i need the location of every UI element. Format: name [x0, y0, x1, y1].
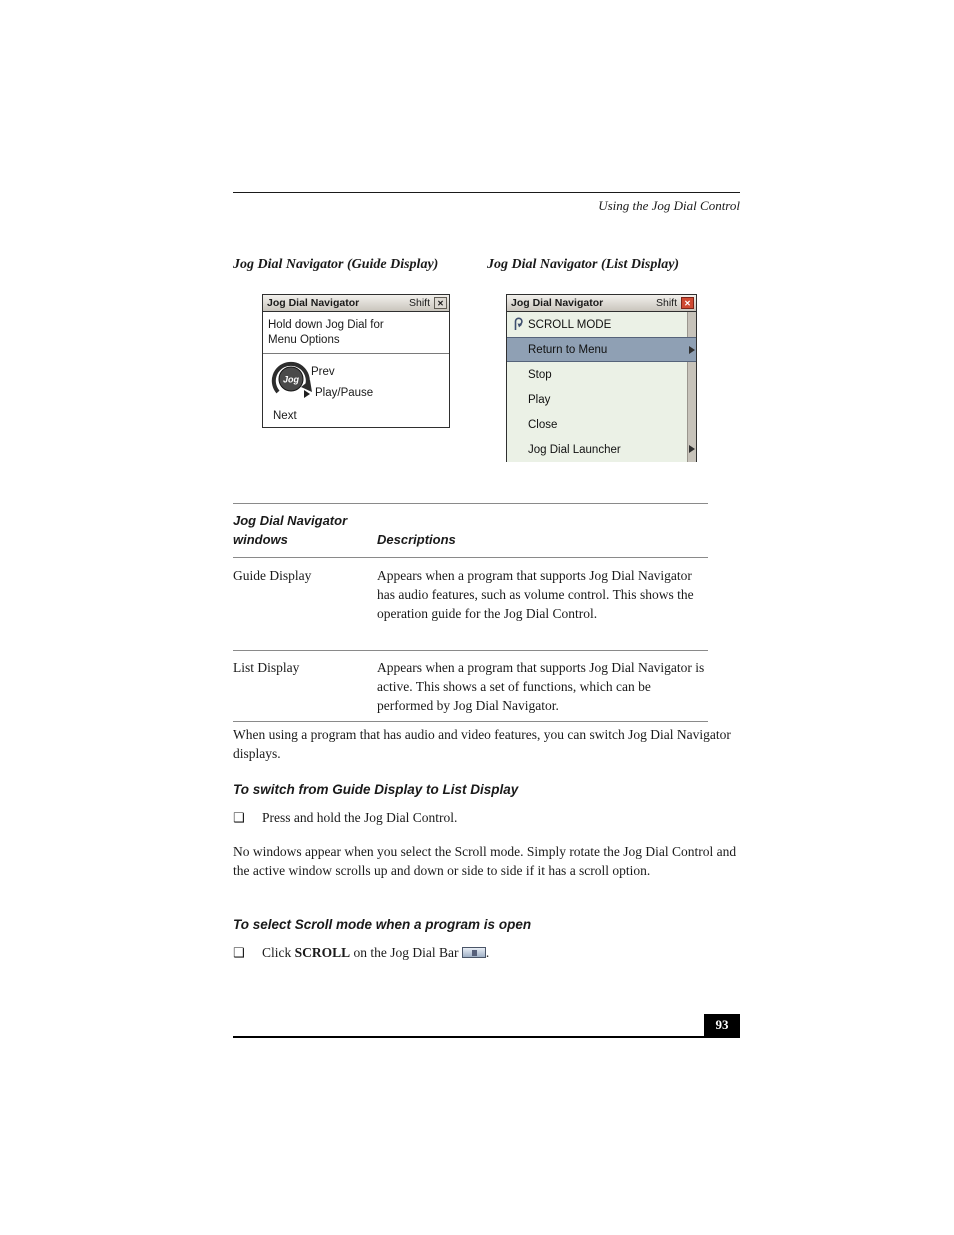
step-press-hold-text: Press and hold the Jog Dial Control. [262, 810, 458, 825]
list-item-label: SCROLL MODE [528, 318, 612, 331]
table-col1-header [233, 511, 373, 549]
guide-display-window [262, 294, 450, 428]
list-item-label: Play [528, 393, 551, 406]
caption-guide-display: Jog Dial Navigator (Guide Display) [233, 257, 439, 272]
step-text-mid: on the Jog Dial Bar [350, 945, 462, 960]
list-item-jog-dial-launcher [507, 437, 696, 462]
table-row1-description: Appears when a program that supports Jog Dial Navigator has audio features, such as volume control. This shows the operation guide for the Jog Dial Control. [377, 568, 694, 621]
play-pause-arrow-icon [304, 390, 310, 398]
table-col2-header: Descriptions [377, 532, 456, 547]
submenu-arrow-icon [689, 346, 695, 354]
list-window-body [507, 312, 696, 462]
running-header: Using the Jog Dial Control [598, 198, 740, 213]
guide-message [263, 312, 449, 354]
list-window-title: Jog Dial Navigator [511, 297, 604, 309]
list-item-label: Close [528, 418, 558, 431]
guide-play-pause-label: Play/Pause [315, 387, 374, 399]
list-item-play [507, 387, 696, 412]
guide-prev-label: Prev [311, 366, 335, 378]
table-rule-middle [233, 650, 708, 651]
caption-list-display: Jog Dial Navigator (List Display) [487, 257, 680, 272]
list-item-label: Jog Dial Launcher [528, 443, 621, 456]
bullet-icon: ❑ [233, 946, 245, 961]
table-row1-name: Guide Display [233, 568, 312, 583]
table-row2-name: List Display [233, 660, 300, 675]
step-text-post: . [485, 945, 490, 960]
header-rule [233, 192, 740, 193]
list-shift-label: Shift [655, 297, 677, 309]
bullet-icon: ❑ [233, 811, 245, 826]
table-col1-header-line1: Jog Dial Navigator [233, 513, 348, 528]
guide-window-body [263, 312, 449, 427]
list-item-stop [507, 362, 696, 387]
step-press-hold [0, 810, 954, 830]
list-item-label: Stop [528, 368, 552, 381]
step-click-scroll-text [262, 945, 489, 961]
submenu-arrow-icon [689, 445, 695, 453]
table-col1-header-line2: windows [233, 532, 288, 547]
list-item-return-to-menu [507, 337, 696, 362]
heading-select-scroll-mode: To select Scroll mode when a program is open [233, 917, 532, 932]
step-text-scroll: SCROLL [294, 945, 351, 960]
table-rule-bottom [233, 721, 708, 722]
table-row2-description: Appears when a program that supports Jog Dial Navigator is active. This shows a set of functions, which can be performed by Jog Dial Navigator. [377, 660, 705, 713]
guide-next-label: Next [273, 410, 297, 422]
table-rule-top [233, 503, 708, 504]
list-item-close [507, 412, 696, 437]
guide-shift-label: Shift [408, 297, 430, 309]
guide-message-line1: Hold down Jog Dial for [268, 319, 384, 331]
list-item-label: Return to Menu [528, 343, 608, 356]
table-rule-header [233, 557, 708, 558]
paragraph-switch-intro: When using a program that has audio and video features, you can switch Jog Dial Navigator displays. [233, 727, 731, 761]
footer-rule [233, 1036, 740, 1038]
svg-text:Jog: Jog [282, 374, 300, 385]
page-number: 93 [704, 1014, 740, 1036]
guide-close-icon: ✕ [434, 297, 447, 309]
guide-message-line2: Menu Options [268, 334, 340, 346]
scroll-mode-icon [512, 317, 525, 331]
heading-switch-displays: To switch from Guide Display to List Display [233, 782, 519, 797]
list-item-scroll-mode [507, 312, 696, 337]
paragraph-scroll-note: No windows appear when you select the Scroll mode. Simply rotate the Jog Dial Control and the active window scrolls up and down or side to side if it has a scroll option. [233, 844, 737, 878]
list-display-window [506, 294, 697, 462]
jog-section [263, 354, 449, 427]
guide-window-titlebar [263, 295, 449, 312]
list-window-titlebar [507, 295, 696, 312]
step-text-pre: Click [262, 945, 295, 960]
list-close-icon: ✕ [681, 297, 694, 309]
jog-dial-bar-icon [462, 947, 486, 958]
guide-window-title: Jog Dial Navigator [267, 297, 360, 309]
step-click-scroll [0, 945, 954, 965]
